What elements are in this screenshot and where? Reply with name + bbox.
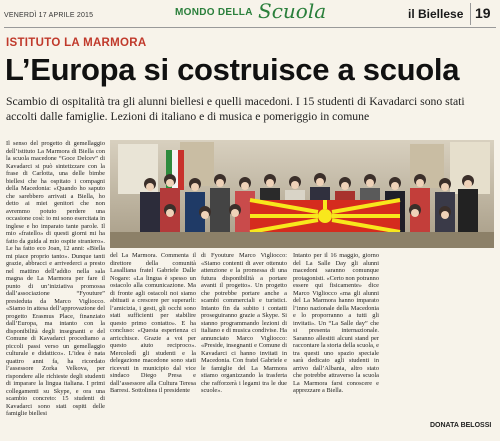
article-subhead: Scambio di ospitalità tra gli alunni biellesi e quelli macedoni. I 15 studenti di Kavadarci sono stati accolti dalle famiglie. Lezioni di italiano e di musica e pomeriggio in comune (6, 95, 465, 123)
article-column-3 (201, 252, 287, 430)
column-4-text: Intanto per il 16 maggio, giorno del La Salle Day gli alunni macedoni saranno comunque protagonisti. «Certo non potranno essere qui fisicamente» dice Marco Vigliocco «ma gli alunni del La Marmora hanno imparato l’inno nazionale della Macedonia e lo proporranno a tutti gli invitati». Un “La Salle day” che si presenta internazionale. Saranno allestiti alcuni stand per raccontare la storia della scuola, e tra questi uno spazio speciale sarà dedicato agli studenti in arrivo dall’Albania, altro stato che potrebbe attraverso la scuola La Marmora farsi conoscere e apprezzare a Biella. (293, 252, 379, 394)
article-photo (110, 140, 494, 248)
column-3-text: di Fyouture Marco Vigliocco: «Siamo contenti di aver ottenuto attenzione e la promessa di una futura disponibilità a portare avanti il progetto». Un progetto che potrebbe portare anche a scambi commerciali e turistici. Intanto fin da subito i contatti proseguiranno grazie a Skype. Si stanno programmando lezioni di italiano e di musica condivise. Ha annunciato Marco Vigliocco: «Preside, insegnanti e Comune di Kavadarci ci hanno invitati in Macedonia. Con fratel Gabriele e le famiglie del La Marmora stiamo organizzando la trasferta che rafforzerà i legami tra le due scuole». (201, 252, 287, 394)
section-title-script: Scuola (258, 0, 327, 23)
page-header (0, 0, 500, 30)
macedonian-flag (250, 200, 400, 232)
header-divider (470, 3, 471, 25)
newspaper-name: il Biellese (408, 7, 464, 21)
header-rule (4, 27, 496, 28)
issue-date: VENERDÌ 17 APRILE 2015 (4, 12, 94, 19)
article-kicker: ISTITUTO LA MARMORA (6, 37, 147, 49)
article-byline: DONATA BELOSSI (430, 422, 492, 429)
section-title: MONDO DELLA (175, 7, 253, 18)
column-1-text: Il senso del progetto di gemellaggio dell’istituto La Marmora di Biella con la scuola macedone “Goce Delcev” di Kavadarci si può sintetizzare con la frase di Carlotta, una delle bimbe biellesi che ha ospitato i compagni della Macedonia: «Quando ho saputo che sarebbero arrivati a Biella, ho detto ai miei genitori che non avremmo potuto perdere una occasione così: io mi sono esercitata in inglese e ho imparato tante parole. Il mio «fratello» di questi giorni mi ha fatto da guida al mio ospite straniero». Le ha fatto eco Joan, 12 anni: «Biella mi piace proprio tanto». Dunque tanti grazie, abbracci e arrivederci a presto nel mattino dell’addio nella sala magna de La Marmora per fare il punto di un’iniziativa promossa dall’associazione “Fyouture” presieduta da Marco Vigliocco. «Siamo in attesa dell’approvazione del progetto Erasmus Place, finanziato dall’Europa, ma intanto con la disponibilità degli insegnanti e del Comune di Kavadarci procediamo a piccoli passi verso un gemellaggio culturale e didattico». L’idea è nata quattro anni fa, ha ricordato l’assessore Zorka Velkova, per rispondere alle richieste degli studenti di imparare la lingua italiana. I primi collegamenti su Skype, e ora una scambio concreto: 15 studenti di Kavadarci sono stati ospiti delle famiglie biellesi (6, 140, 105, 417)
column-2-text: del La Marmora. Commenta il direttore della comunità Lasalliana fratel Gabriele Dalle Nogare: «La lingua è spesso un ostacolo alla comunicazione. Ma di fronte agli ostacoli noi siamo abituati a crescere per superarli: l’amicizia, i gesti, gli occhi sono stati sufficienti per stabilire questo primo contatto». E ha concluso: «Questa esperienza ci arricchisce. Grazie a voi per questo aiuto reciproco». Mercoledì gli studenti e la delegazione macedone sono stati ricevuti in municipio dal vice sindaco Diego Presa e dall’assessore alla Cultura Teresa Barresi. Sottolinea il presidente (110, 252, 196, 394)
article-headline: L’Europa si costruisce a scuola (5, 52, 460, 87)
group-photo-image (110, 140, 494, 248)
article-column-4 (293, 252, 379, 430)
page-number: 19 (475, 5, 491, 21)
article-column-1 (6, 140, 105, 430)
article-column-2 (110, 252, 196, 430)
